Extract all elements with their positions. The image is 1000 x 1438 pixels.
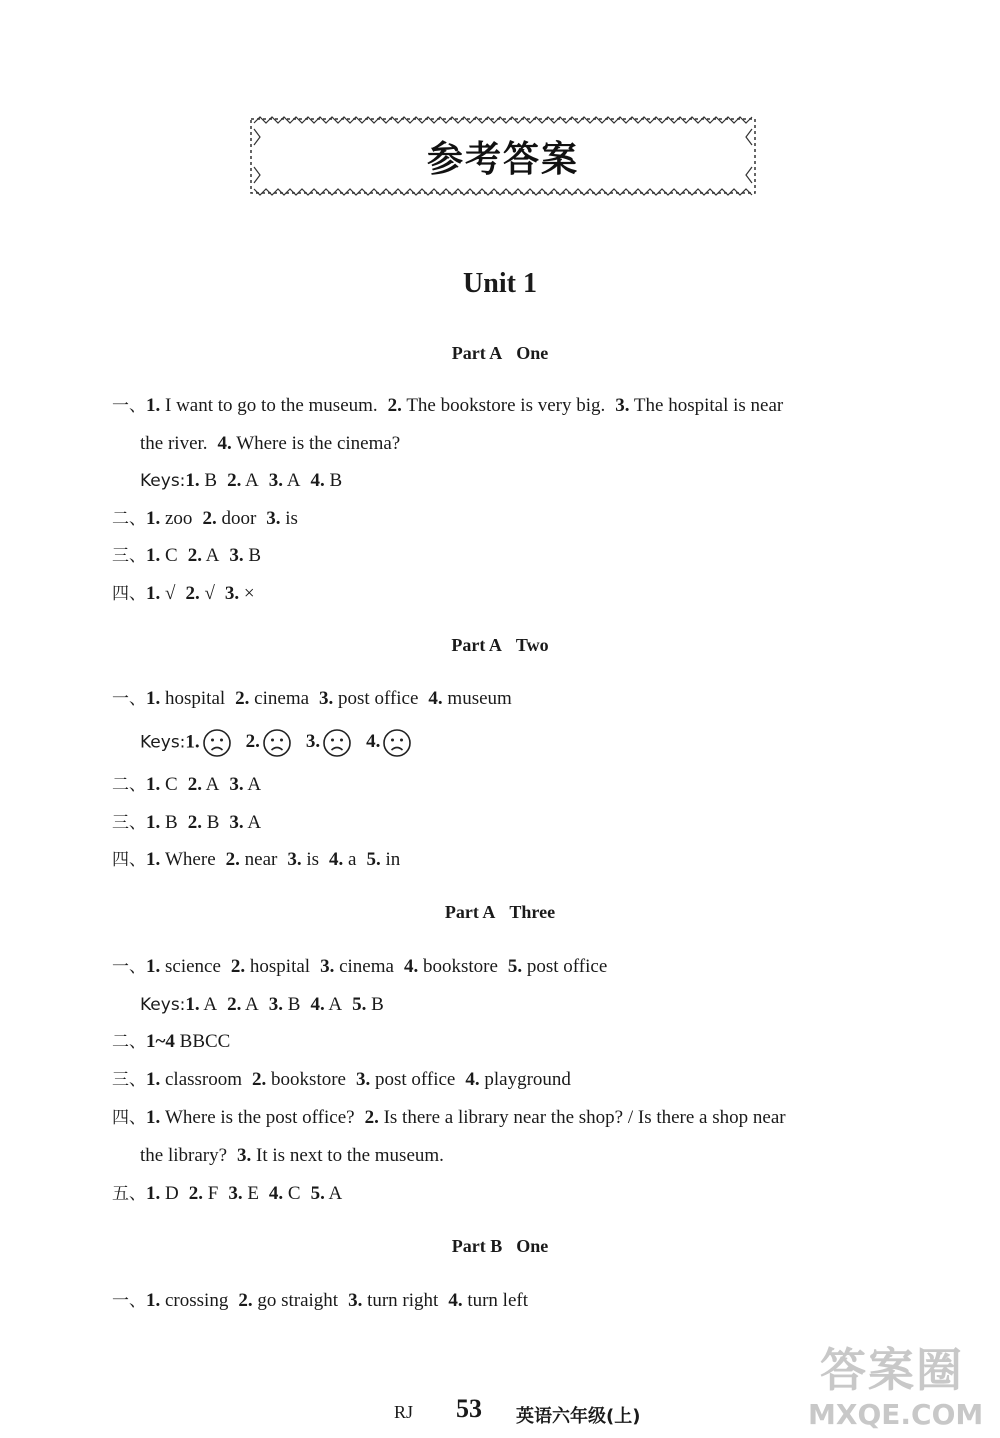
section-lesson-label: Three bbox=[509, 902, 556, 922]
question-number: Keys: bbox=[140, 732, 186, 753]
answer-text: in bbox=[380, 849, 401, 870]
question-number: 三、 bbox=[112, 546, 146, 566]
item-number: 3. bbox=[229, 545, 244, 566]
question-number: 一、 bbox=[112, 1291, 146, 1311]
answer-text: B bbox=[324, 470, 343, 491]
answer-text: A bbox=[283, 470, 301, 491]
item-number: 4. bbox=[310, 470, 325, 491]
answer-line bbox=[112, 506, 298, 532]
answer-text: B bbox=[199, 470, 218, 491]
page-number: 53 bbox=[456, 1394, 482, 1423]
answer-text: The hospital is near bbox=[629, 395, 784, 416]
section-part-label: Part A bbox=[444, 902, 496, 922]
section-part-label: Part A bbox=[451, 635, 502, 655]
answer-line bbox=[112, 954, 607, 980]
answer-text: B bbox=[243, 545, 262, 566]
answer-line bbox=[112, 847, 400, 873]
item-number: 2. bbox=[225, 849, 240, 870]
answer-text: B bbox=[201, 812, 220, 833]
item-number: 4. bbox=[403, 956, 419, 977]
watermark-logo-text: 答案圈 bbox=[820, 1343, 964, 1397]
item-number: 2. bbox=[185, 583, 200, 604]
answer-text: post office bbox=[522, 956, 608, 977]
item-number: 3. bbox=[319, 688, 334, 709]
answer-text: cinema bbox=[334, 956, 394, 977]
answer-text: science bbox=[160, 956, 221, 977]
item-number: 3. bbox=[355, 1069, 371, 1090]
item-number: 1. bbox=[146, 395, 161, 416]
answer-line bbox=[140, 992, 384, 1018]
answer-text: cinema bbox=[249, 688, 310, 709]
section-heading-part-a-three bbox=[0, 902, 1000, 923]
item-number: 5. bbox=[366, 849, 381, 870]
answer-text: museum bbox=[442, 688, 512, 709]
item-number: 3. bbox=[229, 812, 244, 833]
answer-text: B bbox=[160, 812, 178, 833]
item-number: 3. bbox=[348, 1290, 363, 1311]
item-number: 1. bbox=[146, 688, 161, 709]
item-number: 1. bbox=[146, 1107, 161, 1128]
answer-text: Where is the post office? bbox=[160, 1107, 355, 1128]
answer-text: bookstore bbox=[418, 956, 498, 977]
answer-line bbox=[112, 810, 261, 836]
item-number: 1. bbox=[185, 731, 200, 753]
item-number: 1~4 bbox=[146, 1031, 175, 1052]
section-heading-part-a-one bbox=[0, 343, 1000, 364]
answer-text: D bbox=[160, 1183, 179, 1204]
item-number: 2. bbox=[230, 956, 246, 977]
section-lesson-label: Two bbox=[515, 635, 549, 655]
answer-text: √ bbox=[160, 583, 176, 604]
item-number: 2. bbox=[227, 994, 242, 1015]
title-banner bbox=[248, 113, 758, 199]
question-number: 五、 bbox=[112, 1184, 146, 1204]
answer-text: A bbox=[199, 994, 218, 1015]
answer-line bbox=[140, 468, 342, 494]
answer-line bbox=[112, 1181, 342, 1207]
question-number: 四、 bbox=[112, 1108, 146, 1128]
question-number: Keys: bbox=[140, 995, 186, 1015]
item-number: 3. bbox=[615, 395, 630, 416]
sad-face-icon bbox=[322, 728, 352, 758]
answer-text: A bbox=[241, 470, 259, 491]
question-number: 三、 bbox=[112, 813, 146, 833]
section-heading-part-a-two bbox=[0, 635, 1000, 656]
sad-face-icon bbox=[262, 728, 292, 758]
question-number: 四、 bbox=[112, 584, 146, 604]
item-number: 3. bbox=[228, 1183, 243, 1204]
answer-text: A bbox=[201, 545, 220, 566]
sad-face-icon bbox=[382, 728, 412, 758]
item-number: 1. bbox=[185, 994, 200, 1015]
answer-line bbox=[140, 431, 400, 457]
item-number: 2. bbox=[187, 774, 202, 795]
item-number: 5. bbox=[310, 1183, 325, 1204]
answer-text: the river. bbox=[140, 433, 208, 454]
item-number: 2. bbox=[364, 1107, 379, 1128]
answer-text: is bbox=[301, 849, 320, 870]
item-number: 2. bbox=[387, 395, 402, 416]
answer-text: I want to go to the museum. bbox=[160, 395, 378, 416]
answer-text: hospital bbox=[160, 688, 226, 709]
item-number: 1. bbox=[146, 774, 161, 795]
sad-face-icon bbox=[202, 728, 232, 758]
item-number: 4. bbox=[268, 1183, 284, 1204]
answer-text: C bbox=[283, 1183, 301, 1204]
question-number: 一、 bbox=[112, 689, 146, 709]
item-number: 2. bbox=[227, 470, 242, 491]
answer-text: the library? bbox=[140, 1145, 228, 1166]
item-number: 1. bbox=[185, 470, 200, 491]
answer-text: F bbox=[202, 1183, 219, 1204]
book-title: 英语六年级(上) bbox=[516, 1406, 641, 1427]
answer-text: Where bbox=[160, 849, 216, 870]
answer-text: C bbox=[160, 545, 178, 566]
answer-text: turn left bbox=[462, 1290, 529, 1311]
edition-code: RJ bbox=[394, 1402, 414, 1422]
item-number: 2. bbox=[202, 508, 217, 529]
answer-text: a bbox=[343, 849, 357, 870]
item-number: 1. bbox=[146, 1069, 161, 1090]
item-number: 4. bbox=[465, 1069, 480, 1090]
item-number: 1. bbox=[146, 956, 161, 977]
answer-line bbox=[112, 393, 783, 419]
item-number: 2. bbox=[235, 688, 250, 709]
item-number: 4. bbox=[428, 688, 443, 709]
item-number: 4. bbox=[329, 849, 344, 870]
answer-line bbox=[112, 1288, 528, 1314]
answer-text: It is next to the museum. bbox=[251, 1145, 444, 1166]
item-number: 4. bbox=[366, 731, 381, 753]
question-number: 二、 bbox=[112, 509, 146, 529]
answer-text: go straight bbox=[252, 1290, 339, 1311]
item-number: 1. bbox=[146, 849, 161, 870]
item-number: 3. bbox=[224, 583, 240, 604]
answer-text: The bookstore is very big. bbox=[401, 395, 606, 416]
watermark bbox=[800, 1334, 986, 1434]
item-number: 4. bbox=[448, 1290, 463, 1311]
item-number: 2. bbox=[187, 812, 202, 833]
item-number: 2. bbox=[238, 1290, 253, 1311]
item-number: 1. bbox=[146, 583, 161, 604]
question-number: 三、 bbox=[112, 1070, 146, 1090]
answer-text: hospital bbox=[245, 956, 311, 977]
answer-line bbox=[112, 772, 261, 798]
item-number: 2. bbox=[252, 1069, 267, 1090]
answer-text: playground bbox=[479, 1069, 571, 1090]
item-number: 2. bbox=[187, 545, 202, 566]
answer-text: E bbox=[242, 1183, 259, 1204]
question-number: 一、 bbox=[112, 957, 146, 977]
answer-text: crossing bbox=[160, 1290, 229, 1311]
answer-text: B bbox=[366, 994, 384, 1015]
item-number: 3. bbox=[237, 1145, 252, 1166]
item-number: 1. bbox=[146, 812, 161, 833]
item-number: 3. bbox=[320, 956, 335, 977]
answer-text: A bbox=[324, 994, 343, 1015]
answer-text: near bbox=[239, 849, 278, 870]
question-number: Keys: bbox=[140, 471, 186, 491]
section-lesson-label: One bbox=[516, 343, 549, 363]
item-number: 1. bbox=[146, 1290, 161, 1311]
item-number: 1. bbox=[146, 545, 161, 566]
answer-text: Is there a library near the shop? / Is there a shop near bbox=[378, 1107, 786, 1128]
answer-text: Where is the cinema? bbox=[231, 433, 401, 454]
item-number: 1. bbox=[146, 508, 161, 529]
page-title: 参考答案 bbox=[426, 138, 579, 180]
item-number: 3. bbox=[268, 470, 284, 491]
answer-text: classroom bbox=[160, 1069, 243, 1090]
question-number: 二、 bbox=[112, 1032, 146, 1052]
answer-line bbox=[140, 728, 416, 758]
question-number: 四、 bbox=[112, 850, 146, 870]
answer-text: BBCC bbox=[174, 1031, 231, 1052]
answer-text: post office bbox=[370, 1069, 456, 1090]
answer-text: √ bbox=[199, 583, 215, 604]
unit-title: Unit 1 bbox=[463, 268, 537, 299]
answer-line bbox=[140, 1143, 444, 1169]
answer-line bbox=[112, 1105, 786, 1131]
answer-text: zoo bbox=[160, 508, 193, 529]
question-number: 二、 bbox=[112, 775, 146, 795]
answer-text: A bbox=[324, 1183, 343, 1204]
item-number: 3. bbox=[266, 508, 281, 529]
answer-text: door bbox=[216, 508, 257, 529]
item-number: 5. bbox=[352, 994, 367, 1015]
answer-text: A bbox=[241, 994, 259, 1015]
item-number: 3. bbox=[305, 731, 321, 753]
section-part-label: Part A bbox=[451, 343, 503, 363]
answer-text: A bbox=[201, 774, 220, 795]
answer-text: is bbox=[280, 508, 298, 529]
item-number: 5. bbox=[507, 956, 523, 977]
answer-text: post office bbox=[333, 688, 419, 709]
answer-text: A bbox=[243, 812, 262, 833]
item-number: 1. bbox=[146, 1183, 161, 1204]
item-number: 4. bbox=[310, 994, 325, 1015]
watermark-url: MXQE.COM bbox=[808, 1398, 984, 1431]
section-part-label: Part B bbox=[451, 1236, 503, 1256]
answer-text: × bbox=[239, 583, 255, 604]
answer-text: bookstore bbox=[266, 1069, 346, 1090]
item-number: 2. bbox=[188, 1183, 203, 1204]
item-number: 4. bbox=[217, 433, 232, 454]
item-number: 3. bbox=[229, 774, 244, 795]
answer-text: C bbox=[160, 774, 178, 795]
answer-line bbox=[112, 1067, 571, 1093]
question-number: 一、 bbox=[112, 396, 146, 416]
section-lesson-label: One bbox=[516, 1236, 549, 1256]
item-number: 2. bbox=[245, 731, 260, 753]
answer-text: turn right bbox=[362, 1290, 439, 1311]
answer-line bbox=[112, 581, 255, 607]
item-number: 3. bbox=[287, 849, 302, 870]
answer-line bbox=[112, 686, 512, 712]
answer-text: B bbox=[283, 994, 301, 1015]
answer-line bbox=[112, 543, 261, 569]
section-heading-part-b-one bbox=[0, 1236, 1000, 1257]
answer-line bbox=[112, 1029, 230, 1055]
item-number: 3. bbox=[268, 994, 284, 1015]
answer-text: A bbox=[243, 774, 262, 795]
